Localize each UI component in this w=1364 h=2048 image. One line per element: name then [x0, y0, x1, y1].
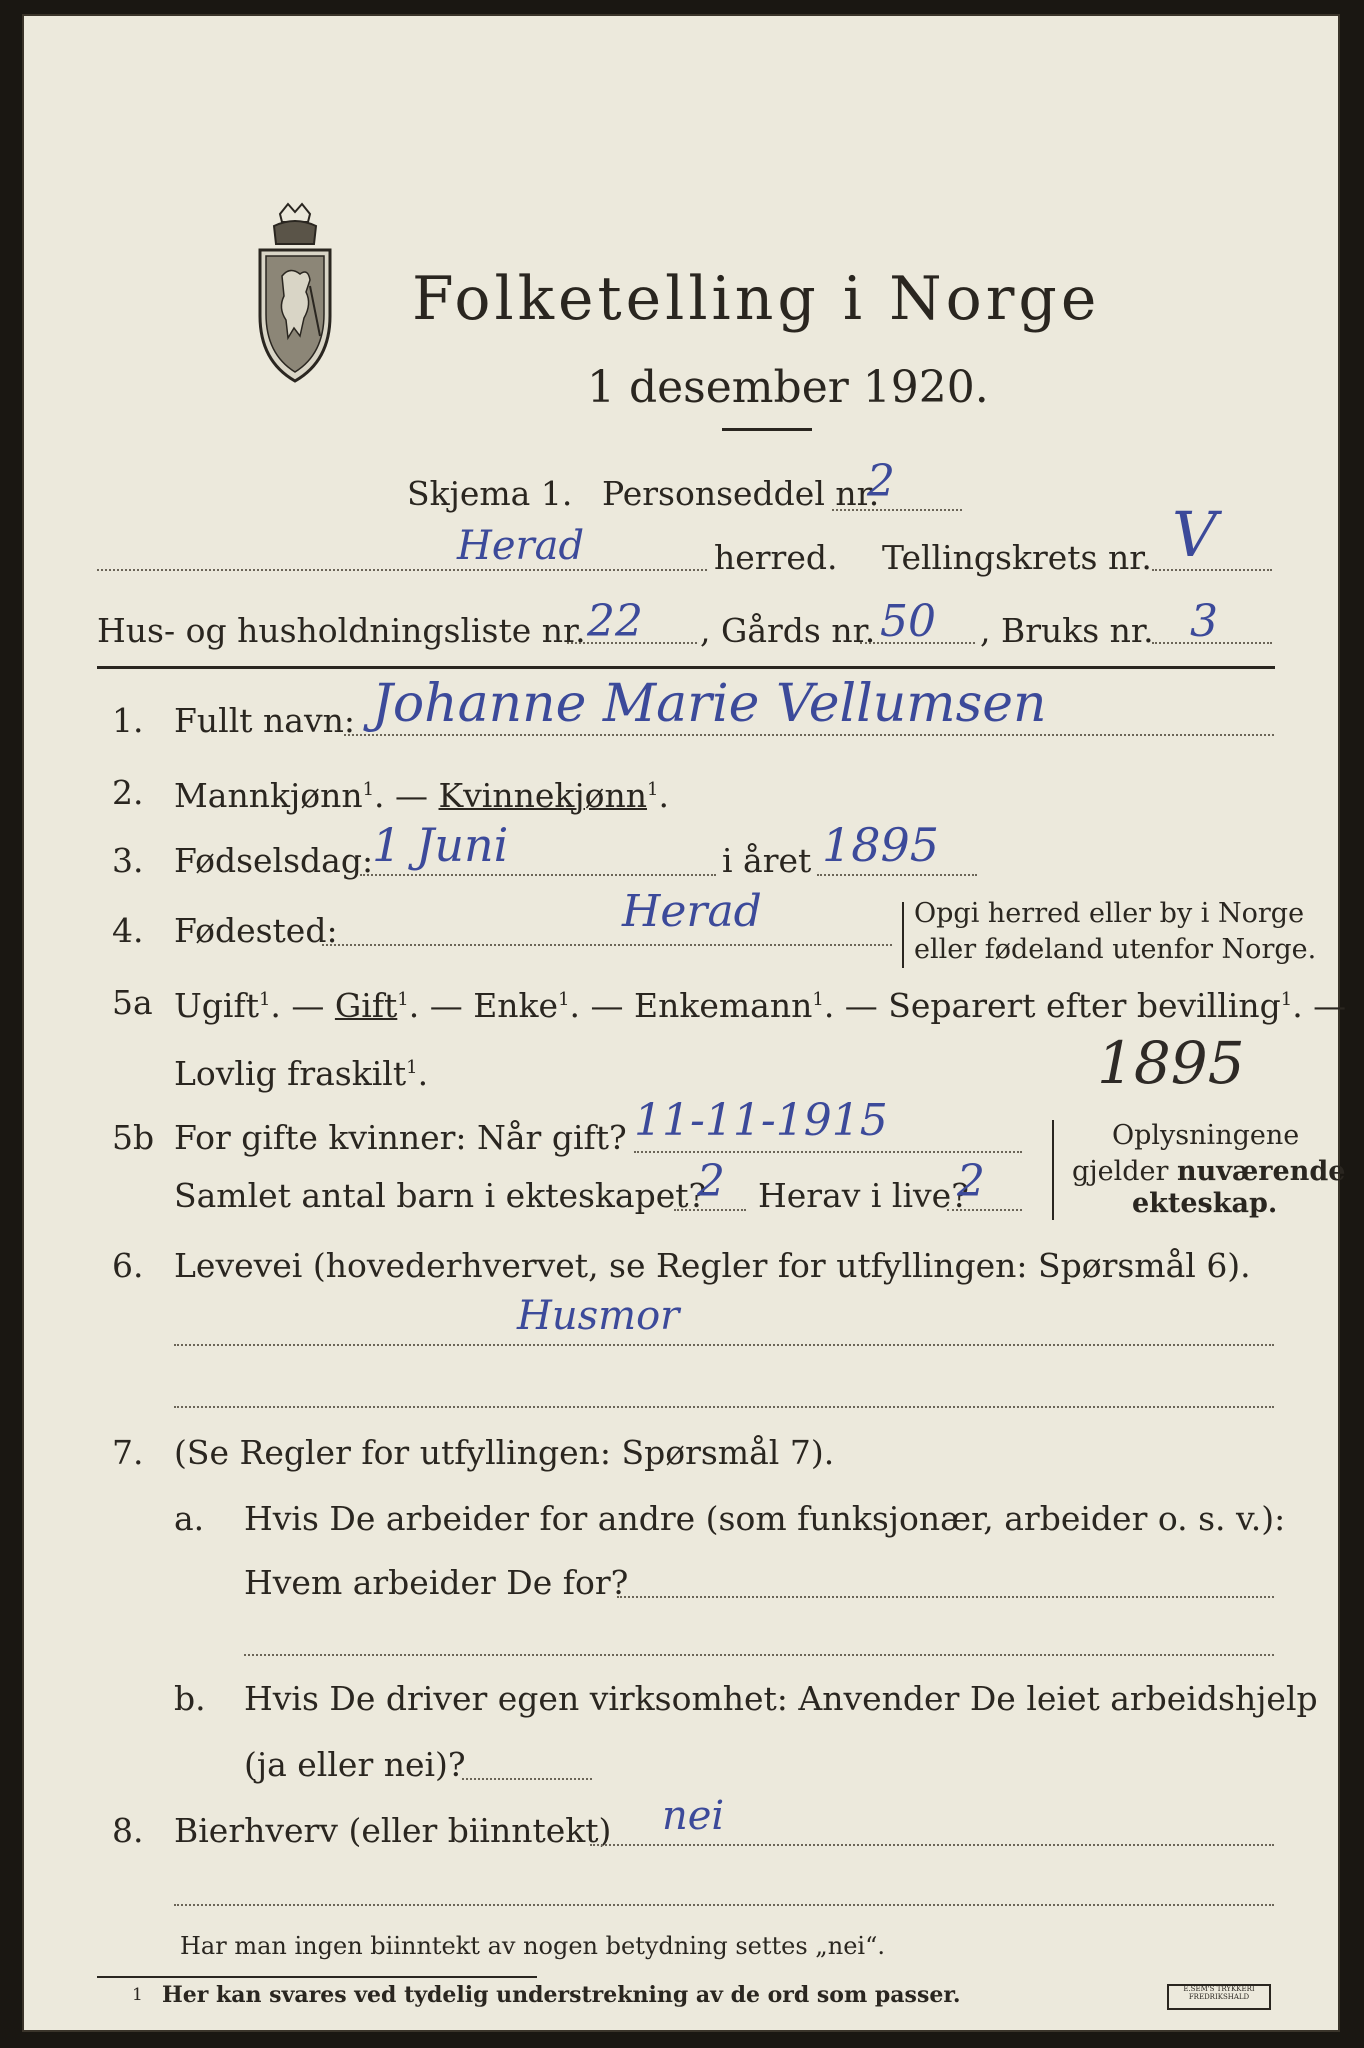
q4-label: Fødested: — [174, 911, 338, 950]
q1-line — [344, 734, 1274, 736]
q5a-sep-1: . — — [270, 986, 335, 1025]
gards-label: , Gårds nr. — [700, 611, 876, 650]
q2-sup-1: 1 — [362, 779, 375, 800]
footnote-text: Her kan svares ved tydelig understrekning av de ord som passer. — [162, 1982, 961, 2008]
q5b-line-3 — [947, 1209, 1022, 1211]
q3-year-label: i året — [722, 841, 812, 880]
q7a-line-2: Hvem arbeider De for? — [244, 1563, 629, 1602]
q2-sex-options — [174, 776, 669, 815]
q5a-civil-status — [174, 986, 1346, 1025]
q8-label: Bierhverv (eller biinntekt) — [174, 1811, 612, 1850]
q1-label: Fullt navn: — [174, 701, 355, 740]
form-title: Folketelling i Norge — [412, 264, 1101, 334]
q5b-label-2: Samlet antal barn i ekteskapet? — [174, 1176, 707, 1215]
q5b-note-3: ekteskap. — [1132, 1188, 1278, 1219]
q4-brace — [902, 902, 904, 968]
q7a-answer-line-2 — [244, 1654, 1274, 1656]
footer-note: Har man ingen biinntekt av nogen betydning settes „nei“. — [180, 1932, 885, 1960]
q7b-line-1: Hvis De driver egen virksomhet: Anvender De leiet arbeidshjelp — [244, 1679, 1318, 1718]
header-rule — [97, 666, 1275, 669]
q5a-sup-d: 1 — [812, 989, 824, 1010]
printer-stamp-text: E.SEM'S TRYKKERI FREDRIKSHALD — [1183, 1985, 1255, 2001]
q5b-note-2a: gjelder — [1072, 1156, 1178, 1187]
q3-day-value: 1 Juni — [372, 818, 509, 872]
q5a-gift: Gift — [334, 986, 398, 1025]
footer-rule — [97, 1976, 537, 1978]
husliste-value: 22 — [587, 596, 643, 647]
q5b-value-2: 2 — [697, 1156, 725, 1207]
q6-value: Husmor — [517, 1293, 680, 1339]
q6-line-2 — [174, 1406, 1274, 1408]
q1-number: 1. — [112, 701, 144, 740]
gards-value: 50 — [880, 596, 936, 647]
norwegian-lion-coat-of-arms-icon — [250, 196, 340, 396]
q7b-letter: b. — [174, 1679, 206, 1718]
q3-year-line — [817, 874, 977, 876]
q5b-note-1: Oplysningene — [1112, 1120, 1300, 1151]
q5a-margin-note: 1895 — [1097, 1029, 1245, 1097]
q5b-note-2 — [1072, 1156, 1345, 1187]
q5a-enke: . — Enke — [408, 986, 559, 1025]
q5a-sup-f: 1 — [406, 1057, 418, 1078]
personseddel-line — [832, 509, 962, 511]
personseddel-label: Personseddel nr. — [602, 474, 880, 513]
q5b-line-2 — [674, 1209, 746, 1211]
husliste-label: Hus- og husholdningsliste nr. — [97, 611, 586, 650]
q2-number: 2. — [112, 773, 144, 812]
bruks-value: 3 — [1190, 596, 1218, 647]
q4-number: 4. — [112, 911, 144, 950]
q4-note-1: Opgi herred eller by i Norge — [914, 898, 1305, 929]
herred-value: Herad — [457, 523, 585, 569]
q7b-answer-line — [462, 1778, 592, 1780]
personseddel-value: 2 — [867, 456, 895, 507]
tellingskrets-value: V — [1172, 498, 1217, 571]
census-form-sheet — [22, 14, 1347, 2032]
herred-line — [97, 569, 707, 571]
q5a-fraskilt-label: Lovlig fraskilt — [174, 1054, 407, 1093]
q7a-answer-line-1 — [617, 1596, 1274, 1598]
q5a-end: . — — [1292, 986, 1347, 1025]
q8-line — [590, 1844, 1274, 1846]
q5a-ugift: Ugift — [174, 986, 259, 1025]
q6-line-1 — [174, 1344, 1274, 1346]
q2-end: . — [658, 776, 669, 815]
bruks-label: , Bruks nr. — [980, 611, 1154, 650]
q3-year-value: 1895 — [822, 818, 940, 872]
q5b-number: 5b — [112, 1118, 155, 1157]
q6-label: Levevei (hovederhvervet, se Regler for utfyllingen: Spørsmål 6). — [174, 1246, 1251, 1285]
q5b-label-3: Herav i live? — [758, 1176, 969, 1215]
q3-number: 3. — [112, 841, 144, 880]
q5b-line-1 — [634, 1151, 1022, 1153]
q5a-fraskilt: Lovlig fraskilt$^1$. — [174, 1054, 429, 1093]
q7-label: (Se Regler for utfyllingen: Spørsmål 7). — [174, 1433, 835, 1472]
skjema-label: Skjema 1. — [407, 474, 573, 513]
q5a-sup-e: 1 — [1280, 989, 1293, 1010]
tellingskrets-label: Tellingskrets nr. — [882, 538, 1152, 577]
q5b-note-2b: nuværende — [1177, 1156, 1346, 1187]
q7b-line-2: (ja eller nei)? — [244, 1745, 466, 1784]
q6-number: 6. — [112, 1246, 144, 1285]
q4-note-2: eller fødeland utenfor Norge. — [914, 934, 1317, 965]
q2-kvinne: Kvinnekjønn — [438, 776, 648, 815]
q5b-brace — [1052, 1120, 1054, 1220]
q5b-label-1: For gifte kvinner: Når gift? — [174, 1118, 627, 1157]
q7a-line-1: Hvis De arbeider for andre (som funksjonær, arbeider o. s. v.): — [244, 1499, 1286, 1538]
q5b-value-3: 2 — [957, 1156, 985, 1207]
q2-sep: . — — [374, 776, 439, 815]
q7-number: 7. — [112, 1433, 144, 1472]
q4-value: Herad — [622, 886, 762, 937]
herred-label: herred. — [714, 538, 838, 577]
footnote-number: 1 — [132, 1985, 143, 2005]
q1-value: Johanne Marie Vellumsen — [372, 674, 1047, 734]
q5a-sup-c: 1 — [558, 989, 570, 1010]
q5a-sup-a: 1 — [258, 989, 271, 1010]
q3-label: Fødselsdag: — [174, 841, 374, 880]
printer-stamp — [1167, 1984, 1271, 2010]
q8-number: 8. — [112, 1811, 144, 1850]
q2-sup-2: 1 — [647, 779, 659, 800]
form-date: 1 desember 1920. — [587, 362, 989, 413]
q3-day-line — [360, 874, 716, 876]
q5a-sup-b: 1 — [397, 989, 409, 1010]
q5a-separert: . — Separert efter bevilling — [823, 986, 1281, 1025]
q8-value: nei — [662, 1793, 725, 1839]
q7a-letter: a. — [174, 1499, 205, 1538]
q4-line — [322, 944, 892, 946]
q2-mann: Mannkjønn — [174, 776, 363, 815]
q8-line-2 — [174, 1904, 1274, 1906]
q5a-enkemann: . — Enkemann — [569, 986, 813, 1025]
q5a-number: 5a — [112, 983, 153, 1022]
title-divider — [722, 428, 812, 431]
q5b-value-1: 11-11-1915 — [634, 1095, 888, 1146]
